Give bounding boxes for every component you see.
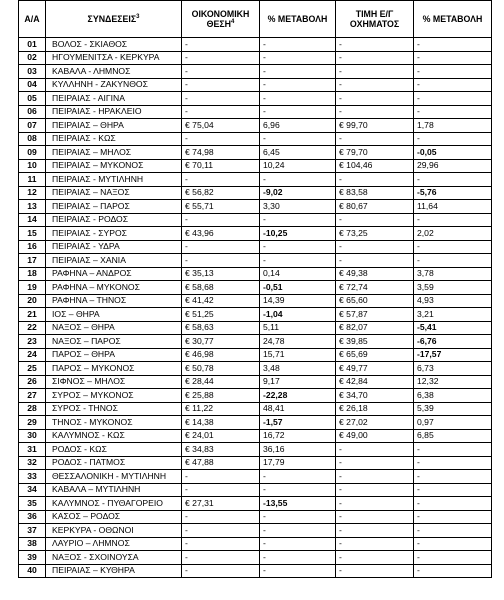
cell-serial-number: 34 bbox=[19, 483, 46, 497]
cell-serial-number: 20 bbox=[19, 294, 46, 308]
cell-serial-number: 14 bbox=[19, 213, 46, 227]
cell-percent-change-passenger: 17,79 bbox=[260, 456, 336, 470]
table-row bbox=[19, 227, 492, 241]
cell-percent-change-passenger: - bbox=[260, 65, 336, 79]
cell-vehicle-price: € 99,70 bbox=[336, 119, 414, 133]
cell-route: ΡΟΔΟΣ - ΚΩΣ bbox=[46, 443, 182, 457]
cell-serial-number: 17 bbox=[19, 254, 46, 268]
cell-route: ΚΑΛΥΜΝΟΣ - ΚΩΣ bbox=[46, 429, 182, 443]
cell-route: ΠΕΙΡΑΙΑΣ - ΜΥΤΙΛΗΝΗ bbox=[46, 173, 182, 187]
cell-percent-change-vehicle: - bbox=[414, 497, 492, 511]
table-row bbox=[19, 416, 492, 430]
cell-economy-price: - bbox=[182, 173, 260, 187]
cell-percent-change-passenger: 14,39 bbox=[260, 294, 336, 308]
cell-economy-price: - bbox=[182, 510, 260, 524]
cell-route: ΠΕΙΡΑΙΑΣ – ΜΗΛΟΣ bbox=[46, 146, 182, 160]
cell-serial-number: 28 bbox=[19, 402, 46, 416]
cell-vehicle-price: € 104,46 bbox=[336, 159, 414, 173]
cell-serial-number: 25 bbox=[19, 362, 46, 376]
cell-percent-change-passenger: 36,16 bbox=[260, 443, 336, 457]
cell-economy-price: € 55,71 bbox=[182, 200, 260, 214]
cell-percent-change-vehicle: - bbox=[414, 254, 492, 268]
cell-percent-change-passenger: -9,02 bbox=[260, 186, 336, 200]
cell-percent-change-vehicle: - bbox=[414, 78, 492, 92]
cell-serial-number: 04 bbox=[19, 78, 46, 92]
cell-percent-change-vehicle: - bbox=[414, 470, 492, 484]
cell-percent-change-passenger: -1,04 bbox=[260, 308, 336, 322]
header-vehicle-price: ΤΙΜΗ Ε/Γ ΟΧΗΜΑΤΟΣ bbox=[336, 1, 414, 38]
table-row bbox=[19, 321, 492, 335]
cell-percent-change-passenger: 10,24 bbox=[260, 159, 336, 173]
cell-vehicle-price: € 39,85 bbox=[336, 335, 414, 349]
cell-route: ΝΑΞΟΣ – ΘΗΡΑ bbox=[46, 321, 182, 335]
cell-economy-price: € 58,63 bbox=[182, 321, 260, 335]
cell-percent-change-vehicle: - bbox=[414, 240, 492, 254]
cell-percent-change-vehicle: - bbox=[414, 38, 492, 52]
cell-percent-change-vehicle: - bbox=[414, 51, 492, 65]
cell-serial-number: 09 bbox=[19, 146, 46, 160]
cell-economy-price: € 34,83 bbox=[182, 443, 260, 457]
cell-economy-price: - bbox=[182, 213, 260, 227]
cell-serial-number: 35 bbox=[19, 497, 46, 511]
cell-percent-change-vehicle: -0,05 bbox=[414, 146, 492, 160]
cell-vehicle-price: - bbox=[336, 105, 414, 119]
cell-economy-price: - bbox=[182, 254, 260, 268]
cell-serial-number: 21 bbox=[19, 308, 46, 322]
table-header-row bbox=[19, 1, 492, 38]
cell-vehicle-price: € 73,25 bbox=[336, 227, 414, 241]
cell-percent-change-vehicle: - bbox=[414, 456, 492, 470]
cell-vehicle-price: - bbox=[336, 213, 414, 227]
header-percent-change-vehicle: % ΜΕΤΑΒΟΛΗ bbox=[414, 1, 492, 38]
cell-percent-change-vehicle: - bbox=[414, 551, 492, 565]
cell-serial-number: 13 bbox=[19, 200, 46, 214]
cell-vehicle-price: - bbox=[336, 240, 414, 254]
cell-economy-price: € 56,82 bbox=[182, 186, 260, 200]
cell-serial-number: 29 bbox=[19, 416, 46, 430]
table-row bbox=[19, 146, 492, 160]
cell-vehicle-price: - bbox=[336, 254, 414, 268]
header-economy-class: ΟΙΚΟΝΟΜΙΚΗ ΘΕΣΗ$^4$ bbox=[182, 1, 260, 38]
cell-percent-change-vehicle: -6,76 bbox=[414, 335, 492, 349]
cell-route: ΙΟΣ – ΘΗΡΑ bbox=[46, 308, 182, 322]
cell-economy-price: - bbox=[182, 78, 260, 92]
cell-economy-price: € 11,22 bbox=[182, 402, 260, 416]
cell-vehicle-price: - bbox=[336, 456, 414, 470]
cell-serial-number: 24 bbox=[19, 348, 46, 362]
cell-economy-price: € 35,13 bbox=[182, 267, 260, 281]
cell-percent-change-vehicle: 5,39 bbox=[414, 402, 492, 416]
cell-economy-price: € 43,96 bbox=[182, 227, 260, 241]
cell-percent-change-passenger: - bbox=[260, 537, 336, 551]
cell-percent-change-passenger: 6,96 bbox=[260, 119, 336, 133]
table-row bbox=[19, 92, 492, 106]
cell-vehicle-price: - bbox=[336, 443, 414, 457]
cell-percent-change-passenger: - bbox=[260, 240, 336, 254]
cell-percent-change-passenger: -13,55 bbox=[260, 497, 336, 511]
cell-percent-change-passenger: - bbox=[260, 551, 336, 565]
cell-percent-change-passenger: - bbox=[260, 213, 336, 227]
cell-serial-number: 05 bbox=[19, 92, 46, 106]
cell-route: ΚΕΡΚΥΡΑ - ΟΘΩΝΟΙ bbox=[46, 524, 182, 538]
cell-economy-price: € 58,68 bbox=[182, 281, 260, 295]
table-row bbox=[19, 254, 492, 268]
table-row bbox=[19, 375, 492, 389]
cell-vehicle-price: - bbox=[336, 132, 414, 146]
cell-route: ΣΙΦΝΟΣ – ΜΗΛΟΣ bbox=[46, 375, 182, 389]
cell-percent-change-vehicle: - bbox=[414, 524, 492, 538]
cell-percent-change-passenger: - bbox=[260, 524, 336, 538]
cell-serial-number: 31 bbox=[19, 443, 46, 457]
table-row bbox=[19, 362, 492, 376]
cell-percent-change-passenger: - bbox=[260, 78, 336, 92]
cell-vehicle-price: € 57,87 bbox=[336, 308, 414, 322]
cell-economy-price: € 27,31 bbox=[182, 497, 260, 511]
cell-percent-change-passenger: 3,30 bbox=[260, 200, 336, 214]
cell-economy-price: € 24,01 bbox=[182, 429, 260, 443]
cell-percent-change-vehicle: 3,78 bbox=[414, 267, 492, 281]
cell-route: ΡΑΦΗΝΑ – ΤΗΝΟΣ bbox=[46, 294, 182, 308]
cell-percent-change-passenger: - bbox=[260, 92, 336, 106]
cell-serial-number: 30 bbox=[19, 429, 46, 443]
header-percent-change-passenger: % ΜΕΤΑΒΟΛΗ bbox=[260, 1, 336, 38]
table-row bbox=[19, 213, 492, 227]
cell-economy-price: € 46,98 bbox=[182, 348, 260, 362]
table-row bbox=[19, 105, 492, 119]
cell-economy-price: - bbox=[182, 483, 260, 497]
table-row bbox=[19, 537, 492, 551]
cell-vehicle-price: - bbox=[336, 173, 414, 187]
cell-route: ΚΥΛΛΗΝΗ - ΖΑΚΥΝΘΟΣ bbox=[46, 78, 182, 92]
cell-route: ΠΕΙΡΑΙΑΣ – ΠΑΡΟΣ bbox=[46, 200, 182, 214]
cell-route: ΚΑΒΑΛΑ - ΛΗΜΝΟΣ bbox=[46, 65, 182, 79]
cell-percent-change-passenger: - bbox=[260, 564, 336, 578]
cell-serial-number: 02 bbox=[19, 51, 46, 65]
cell-serial-number: 10 bbox=[19, 159, 46, 173]
cell-serial-number: 11 bbox=[19, 173, 46, 187]
cell-vehicle-price: - bbox=[336, 470, 414, 484]
table-row bbox=[19, 159, 492, 173]
cell-serial-number: 37 bbox=[19, 524, 46, 538]
cell-economy-price: - bbox=[182, 132, 260, 146]
cell-serial-number: 38 bbox=[19, 537, 46, 551]
table-row bbox=[19, 294, 492, 308]
header-serial-number: Α/Α bbox=[19, 1, 46, 38]
cell-percent-change-passenger: 16,72 bbox=[260, 429, 336, 443]
cell-serial-number: 33 bbox=[19, 470, 46, 484]
cell-serial-number: 12 bbox=[19, 186, 46, 200]
cell-vehicle-price: - bbox=[336, 537, 414, 551]
cell-economy-price: - bbox=[182, 105, 260, 119]
cell-serial-number: 40 bbox=[19, 564, 46, 578]
table-row bbox=[19, 564, 492, 578]
cell-economy-price: - bbox=[182, 524, 260, 538]
cell-serial-number: 03 bbox=[19, 65, 46, 79]
cell-economy-price: - bbox=[182, 537, 260, 551]
table-row bbox=[19, 510, 492, 524]
table-row bbox=[19, 429, 492, 443]
cell-percent-change-passenger: - bbox=[260, 38, 336, 52]
cell-percent-change-passenger: - bbox=[260, 470, 336, 484]
cell-percent-change-vehicle: - bbox=[414, 483, 492, 497]
cell-serial-number: 01 bbox=[19, 38, 46, 52]
cell-percent-change-passenger: - bbox=[260, 173, 336, 187]
table-row bbox=[19, 65, 492, 79]
cell-economy-price: € 14,38 bbox=[182, 416, 260, 430]
cell-route: ΚΑΒΑΛΑ – ΜΥΤΙΛΗΝΗ bbox=[46, 483, 182, 497]
cell-vehicle-price: - bbox=[336, 497, 414, 511]
cell-route: ΠΕΙΡΑΙΑΣ - ΚΩΣ bbox=[46, 132, 182, 146]
table-row bbox=[19, 51, 492, 65]
cell-vehicle-price: - bbox=[336, 38, 414, 52]
cell-percent-change-vehicle: - bbox=[414, 564, 492, 578]
cell-vehicle-price: € 34,70 bbox=[336, 389, 414, 403]
cell-route: ΡΟΔΟΣ - ΠΑΤΜΟΣ bbox=[46, 456, 182, 470]
cell-percent-change-vehicle: - bbox=[414, 92, 492, 106]
cell-percent-change-vehicle: 3,21 bbox=[414, 308, 492, 322]
table-row bbox=[19, 456, 492, 470]
table-row bbox=[19, 78, 492, 92]
table-row bbox=[19, 497, 492, 511]
cell-economy-price: € 50,78 bbox=[182, 362, 260, 376]
cell-percent-change-vehicle: 4,93 bbox=[414, 294, 492, 308]
cell-economy-price: € 70,11 bbox=[182, 159, 260, 173]
cell-vehicle-price: € 65,60 bbox=[336, 294, 414, 308]
cell-route: ΠΑΡΟΣ – ΜΥΚΟΝΟΣ bbox=[46, 362, 182, 376]
cell-route: ΠΕΙΡΑΙΑΣ – ΜΥΚΟΝΟΣ bbox=[46, 159, 182, 173]
cell-serial-number: 18 bbox=[19, 267, 46, 281]
header-routes: ΣΥΝΔΕΣΕΙΣ$^3$ bbox=[46, 1, 182, 38]
cell-percent-change-passenger: 24,78 bbox=[260, 335, 336, 349]
cell-route: ΝΑΞΟΣ - ΣΧΟΙΝΟΥΣΑ bbox=[46, 551, 182, 565]
cell-vehicle-price: € 72,74 bbox=[336, 281, 414, 295]
cell-economy-price: € 25,88 bbox=[182, 389, 260, 403]
table-row bbox=[19, 308, 492, 322]
cell-percent-change-passenger: 0,14 bbox=[260, 267, 336, 281]
cell-vehicle-price: - bbox=[336, 65, 414, 79]
cell-route: ΡΑΦΗΝΑ – ΑΝΔΡΟΣ bbox=[46, 267, 182, 281]
cell-economy-price: € 51,25 bbox=[182, 308, 260, 322]
table-row bbox=[19, 267, 492, 281]
cell-route: ΗΓΟΥΜΕΝΙΤΣΑ - ΚΕΡΚΥΡΑ bbox=[46, 51, 182, 65]
cell-economy-price: € 30,77 bbox=[182, 335, 260, 349]
cell-serial-number: 22 bbox=[19, 321, 46, 335]
table-row bbox=[19, 132, 492, 146]
cell-percent-change-vehicle: 11,64 bbox=[414, 200, 492, 214]
cell-serial-number: 32 bbox=[19, 456, 46, 470]
cell-vehicle-price: - bbox=[336, 78, 414, 92]
table-row bbox=[19, 389, 492, 403]
cell-percent-change-passenger: 5,11 bbox=[260, 321, 336, 335]
cell-percent-change-passenger: 48,41 bbox=[260, 402, 336, 416]
cell-percent-change-vehicle: 3,59 bbox=[414, 281, 492, 295]
cell-percent-change-passenger: 9,17 bbox=[260, 375, 336, 389]
table-row bbox=[19, 348, 492, 362]
cell-vehicle-price: - bbox=[336, 510, 414, 524]
cell-serial-number: 06 bbox=[19, 105, 46, 119]
cell-economy-price: € 41,42 bbox=[182, 294, 260, 308]
cell-route: ΚΑΛΥΜΝΟΣ - ΠΥΘΑΓΟΡΕΙΟ bbox=[46, 497, 182, 511]
cell-percent-change-vehicle: 12,32 bbox=[414, 375, 492, 389]
cell-route: ΛΑΥΡΙΟ – ΛΗΜΝΟΣ bbox=[46, 537, 182, 551]
cell-economy-price: € 28,44 bbox=[182, 375, 260, 389]
cell-vehicle-price: - bbox=[336, 92, 414, 106]
cell-route: ΠΑΡΟΣ – ΘΗΡΑ bbox=[46, 348, 182, 362]
cell-percent-change-vehicle: 6,85 bbox=[414, 429, 492, 443]
cell-vehicle-price: € 83,58 bbox=[336, 186, 414, 200]
cell-percent-change-vehicle: 2,02 bbox=[414, 227, 492, 241]
cell-route: ΠΕΙΡΑΙΑΣ - ΗΡΑΚΛΕΙΟ bbox=[46, 105, 182, 119]
cell-percent-change-vehicle: - bbox=[414, 443, 492, 457]
cell-route: ΡΑΦΗΝΑ – ΜΥΚΟΝΟΣ bbox=[46, 281, 182, 295]
table-row bbox=[19, 551, 492, 565]
cell-vehicle-price: € 49,00 bbox=[336, 429, 414, 443]
cell-economy-price: - bbox=[182, 38, 260, 52]
cell-percent-change-passenger: - bbox=[260, 254, 336, 268]
cell-serial-number: 36 bbox=[19, 510, 46, 524]
cell-route: ΤΗΝΟΣ - ΜΥΚΟΝΟΣ bbox=[46, 416, 182, 430]
cell-serial-number: 08 bbox=[19, 132, 46, 146]
cell-route: ΒΟΛΟΣ - ΣΚΙΑΘΟΣ bbox=[46, 38, 182, 52]
cell-percent-change-passenger: 15,71 bbox=[260, 348, 336, 362]
cell-percent-change-passenger: -1,57 bbox=[260, 416, 336, 430]
cell-route: ΣΥΡΟΣ - ΤΗΝΟΣ bbox=[46, 402, 182, 416]
cell-serial-number: 26 bbox=[19, 375, 46, 389]
cell-percent-change-passenger: - bbox=[260, 510, 336, 524]
table-row bbox=[19, 281, 492, 295]
cell-percent-change-passenger: 3,48 bbox=[260, 362, 336, 376]
fare-table bbox=[18, 0, 492, 578]
cell-economy-price: - bbox=[182, 92, 260, 106]
table-row bbox=[19, 470, 492, 484]
cell-economy-price: - bbox=[182, 51, 260, 65]
cell-vehicle-price: € 49,38 bbox=[336, 267, 414, 281]
cell-percent-change-passenger: - bbox=[260, 132, 336, 146]
cell-percent-change-vehicle: 29,96 bbox=[414, 159, 492, 173]
cell-percent-change-passenger: - bbox=[260, 51, 336, 65]
cell-vehicle-price: - bbox=[336, 483, 414, 497]
cell-vehicle-price: € 27,02 bbox=[336, 416, 414, 430]
cell-route: ΠΕΙΡΑΙΑΣ - ΡΟΔΟΣ bbox=[46, 213, 182, 227]
cell-route: ΠΕΙΡΑΙΑΣ – ΘΗΡΑ bbox=[46, 119, 182, 133]
cell-economy-price: - bbox=[182, 65, 260, 79]
cell-economy-price: - bbox=[182, 551, 260, 565]
cell-serial-number: 27 bbox=[19, 389, 46, 403]
cell-percent-change-passenger: - bbox=[260, 105, 336, 119]
cell-economy-price: € 74,98 bbox=[182, 146, 260, 160]
cell-vehicle-price: - bbox=[336, 51, 414, 65]
cell-vehicle-price: € 42,84 bbox=[336, 375, 414, 389]
cell-route: ΠΕΙΡΑΙΑΣ - ΑΙΓΙΝΑ bbox=[46, 92, 182, 106]
cell-percent-change-passenger: -10,25 bbox=[260, 227, 336, 241]
table-row bbox=[19, 335, 492, 349]
cell-percent-change-vehicle: 6,38 bbox=[414, 389, 492, 403]
cell-economy-price: - bbox=[182, 564, 260, 578]
cell-economy-price: - bbox=[182, 470, 260, 484]
table-row bbox=[19, 186, 492, 200]
cell-percent-change-vehicle: - bbox=[414, 213, 492, 227]
cell-percent-change-passenger: -0,51 bbox=[260, 281, 336, 295]
table-row bbox=[19, 200, 492, 214]
cell-percent-change-vehicle: - bbox=[414, 65, 492, 79]
cell-percent-change-vehicle: -17,57 bbox=[414, 348, 492, 362]
cell-percent-change-vehicle: - bbox=[414, 510, 492, 524]
table-row bbox=[19, 38, 492, 52]
cell-percent-change-passenger: -22,28 bbox=[260, 389, 336, 403]
cell-percent-change-vehicle: -5,76 bbox=[414, 186, 492, 200]
table-row bbox=[19, 402, 492, 416]
fare-table-container bbox=[18, 0, 491, 578]
cell-serial-number: 15 bbox=[19, 227, 46, 241]
table-row bbox=[19, 483, 492, 497]
cell-route: ΠΕΙΡΑΙΑΣ – ΚΥΘΗΡΑ bbox=[46, 564, 182, 578]
cell-route: ΚΑΣΟΣ – ΡΟΔΟΣ bbox=[46, 510, 182, 524]
cell-percent-change-vehicle: -5,41 bbox=[414, 321, 492, 335]
cell-route: ΘΕΣΣΑΛΟΝΙΚΗ - ΜΥΤΙΛΗΝΗ bbox=[46, 470, 182, 484]
cell-percent-change-passenger: - bbox=[260, 483, 336, 497]
cell-vehicle-price: € 65,69 bbox=[336, 348, 414, 362]
cell-vehicle-price: € 79,70 bbox=[336, 146, 414, 160]
cell-serial-number: 39 bbox=[19, 551, 46, 565]
cell-route: ΠΕΙΡΑΙΑΣ – ΝΑΞΟΣ bbox=[46, 186, 182, 200]
cell-percent-change-vehicle: - bbox=[414, 173, 492, 187]
cell-serial-number: 07 bbox=[19, 119, 46, 133]
cell-vehicle-price: € 80,67 bbox=[336, 200, 414, 214]
table-row bbox=[19, 240, 492, 254]
cell-route: ΝΑΞΟΣ – ΠΑΡΟΣ bbox=[46, 335, 182, 349]
table-row bbox=[19, 443, 492, 457]
cell-vehicle-price: € 26,18 bbox=[336, 402, 414, 416]
cell-route: ΣΥΡΟΣ – ΜΥΚΟΝΟΣ bbox=[46, 389, 182, 403]
cell-vehicle-price: € 49,77 bbox=[336, 362, 414, 376]
cell-percent-change-vehicle: - bbox=[414, 132, 492, 146]
cell-serial-number: 16 bbox=[19, 240, 46, 254]
cell-economy-price: € 75,04 bbox=[182, 119, 260, 133]
table-body bbox=[19, 38, 492, 578]
cell-economy-price: - bbox=[182, 240, 260, 254]
cell-percent-change-passenger: 6,45 bbox=[260, 146, 336, 160]
cell-serial-number: 19 bbox=[19, 281, 46, 295]
cell-route: ΠΕΙΡΑΙΑΣ - ΣΥΡΟΣ bbox=[46, 227, 182, 241]
cell-serial-number: 23 bbox=[19, 335, 46, 349]
cell-percent-change-vehicle: - bbox=[414, 105, 492, 119]
cell-route: ΠΕΙΡΑΙΑΣ – ΧΑΝΙΑ bbox=[46, 254, 182, 268]
cell-percent-change-vehicle: 6,73 bbox=[414, 362, 492, 376]
cell-route: ΠΕΙΡΑΙΑΣ - ΥΔΡΑ bbox=[46, 240, 182, 254]
cell-vehicle-price: - bbox=[336, 564, 414, 578]
cell-percent-change-vehicle: 0,97 bbox=[414, 416, 492, 430]
cell-percent-change-vehicle: - bbox=[414, 537, 492, 551]
table-row bbox=[19, 524, 492, 538]
cell-percent-change-vehicle: 1,78 bbox=[414, 119, 492, 133]
table-row bbox=[19, 173, 492, 187]
table-row bbox=[19, 119, 492, 133]
cell-vehicle-price: € 82,07 bbox=[336, 321, 414, 335]
cell-vehicle-price: - bbox=[336, 551, 414, 565]
cell-vehicle-price: - bbox=[336, 524, 414, 538]
cell-economy-price: € 47,88 bbox=[182, 456, 260, 470]
